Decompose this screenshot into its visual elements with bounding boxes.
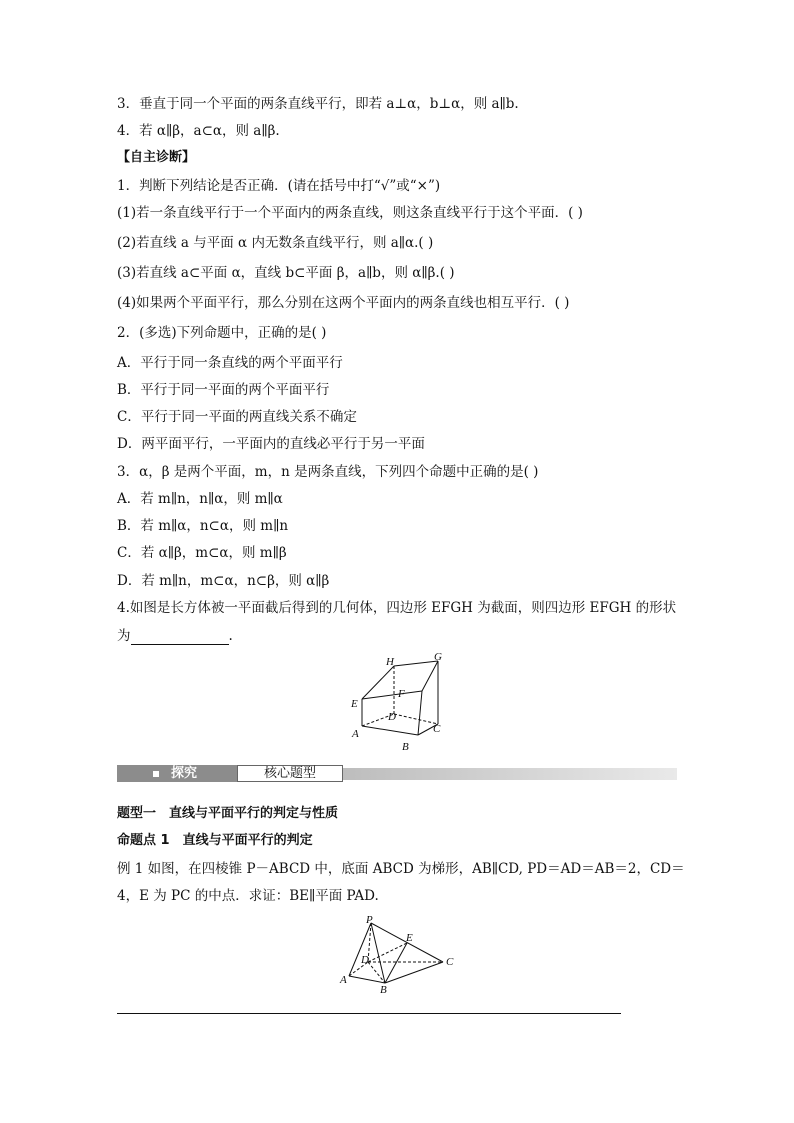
question-3-option-b: B．若 m∥α，n⊂α，则 m∥n <box>117 518 289 534</box>
label-c2: C <box>446 956 454 968</box>
label-b: B <box>402 741 409 753</box>
label-p: P <box>366 914 373 926</box>
label-e: E <box>351 698 358 710</box>
question-4-stem: 4.如图是长方体被一平面截后得到的几何体，四边形 EFGH 为截面，则四边形 EFGH 的形状 <box>117 600 677 616</box>
question-2-option-b: B．平行于同一平面的两个平面平行 <box>117 382 330 398</box>
label-d: D <box>388 711 396 723</box>
question-4-answer-line <box>117 627 233 645</box>
label-e2: E <box>406 932 413 944</box>
bottom-rule <box>117 1013 621 1014</box>
label-g: G <box>434 652 442 663</box>
subtopic-heading-1: 命题点 1 直线与平面平行的判定 <box>117 833 313 848</box>
example-1-stem-line-2: 4，E 为 PC 的中点．求证：BE∥平面 PAD. <box>117 888 379 904</box>
example-1-stem-line-1: 例 1 如图，在四棱锥 P－ABCD 中，底面 ABCD 为梯形，AB∥CD, PD＝AD＝AB＝2，CD＝ <box>117 861 685 877</box>
banner-rule <box>343 768 677 780</box>
question-1-item-4: (4)如果两个平面平行，那么分别在这两个平面内的两条直线也相互平行．( ) <box>117 295 570 311</box>
question-2-option-a: A．平行于同一条直线的两个平面平行 <box>117 355 343 371</box>
topic-heading-1: 题型一 直线与平面平行的判定与性质 <box>117 806 339 821</box>
pyramid-figure <box>335 913 465 995</box>
question-3-option-a: A．若 m∥n，n∥α，则 m∥α <box>117 491 283 507</box>
label-f: F <box>398 688 405 700</box>
question-2-stem: 2．(多选)下列命题中，正确的是( ) <box>117 325 327 341</box>
banner-title: 核心题型 <box>237 765 343 782</box>
question-3-option-c: C．若 α∥β，m⊂α，则 m∥β <box>117 545 287 561</box>
question-2-option-c: C．平行于同一平面的两直线关系不确定 <box>117 409 357 425</box>
label-d2: D <box>361 954 369 966</box>
label-h: H <box>386 656 394 668</box>
question-2-option-d: D．两平面平行，一平面内的直线必平行于另一平面 <box>117 436 425 452</box>
text-line-property-3: 3．垂直于同一个平面的两条直线平行，即若 a⊥α，b⊥α，则 a∥b. <box>117 96 519 112</box>
label-b2: B <box>380 984 387 995</box>
question-1-item-2: (2)若直线 a 与平面 α 内无数条直线平行，则 a∥α.( ) <box>117 235 434 251</box>
answer-blank[interactable] <box>131 630 229 645</box>
label-c: C <box>433 723 441 735</box>
label-a2: A <box>340 974 347 986</box>
section-heading-self-diagnosis: 【自主诊断】 <box>117 150 196 165</box>
truncated-cuboid-figure <box>345 652 455 756</box>
banner-tag <box>117 765 237 782</box>
section-banner <box>117 764 677 784</box>
label-a: A <box>352 728 359 740</box>
answer-prefix: 为 <box>117 628 131 644</box>
question-3-option-d: D．若 m∥n，m⊂α，n⊂β，则 α∥β <box>117 573 330 589</box>
question-1-stem: 1．判断下列结论是否正确．(请在括号中打“√”或“×”) <box>117 178 441 194</box>
banner-tag-label: 探究 <box>171 766 198 781</box>
question-1-item-3: (3)若直线 a⊂平面 α，直线 b⊂平面 β，a∥b，则 α∥β.( ) <box>117 265 455 281</box>
text-line-property-4: 4．若 α∥β，a⊂α，则 a∥β. <box>117 123 280 139</box>
question-3-stem: 3．α，β 是两个平面，m，n 是两条直线，下列四个命题中正确的是( ) <box>117 464 539 480</box>
question-1-item-1: (1)若一条直线平行于一个平面内的两条直线，则这条直线平行于这个平面．( ) <box>117 205 583 221</box>
square-bullet-icon <box>153 771 159 777</box>
answer-suffix: . <box>228 628 233 644</box>
